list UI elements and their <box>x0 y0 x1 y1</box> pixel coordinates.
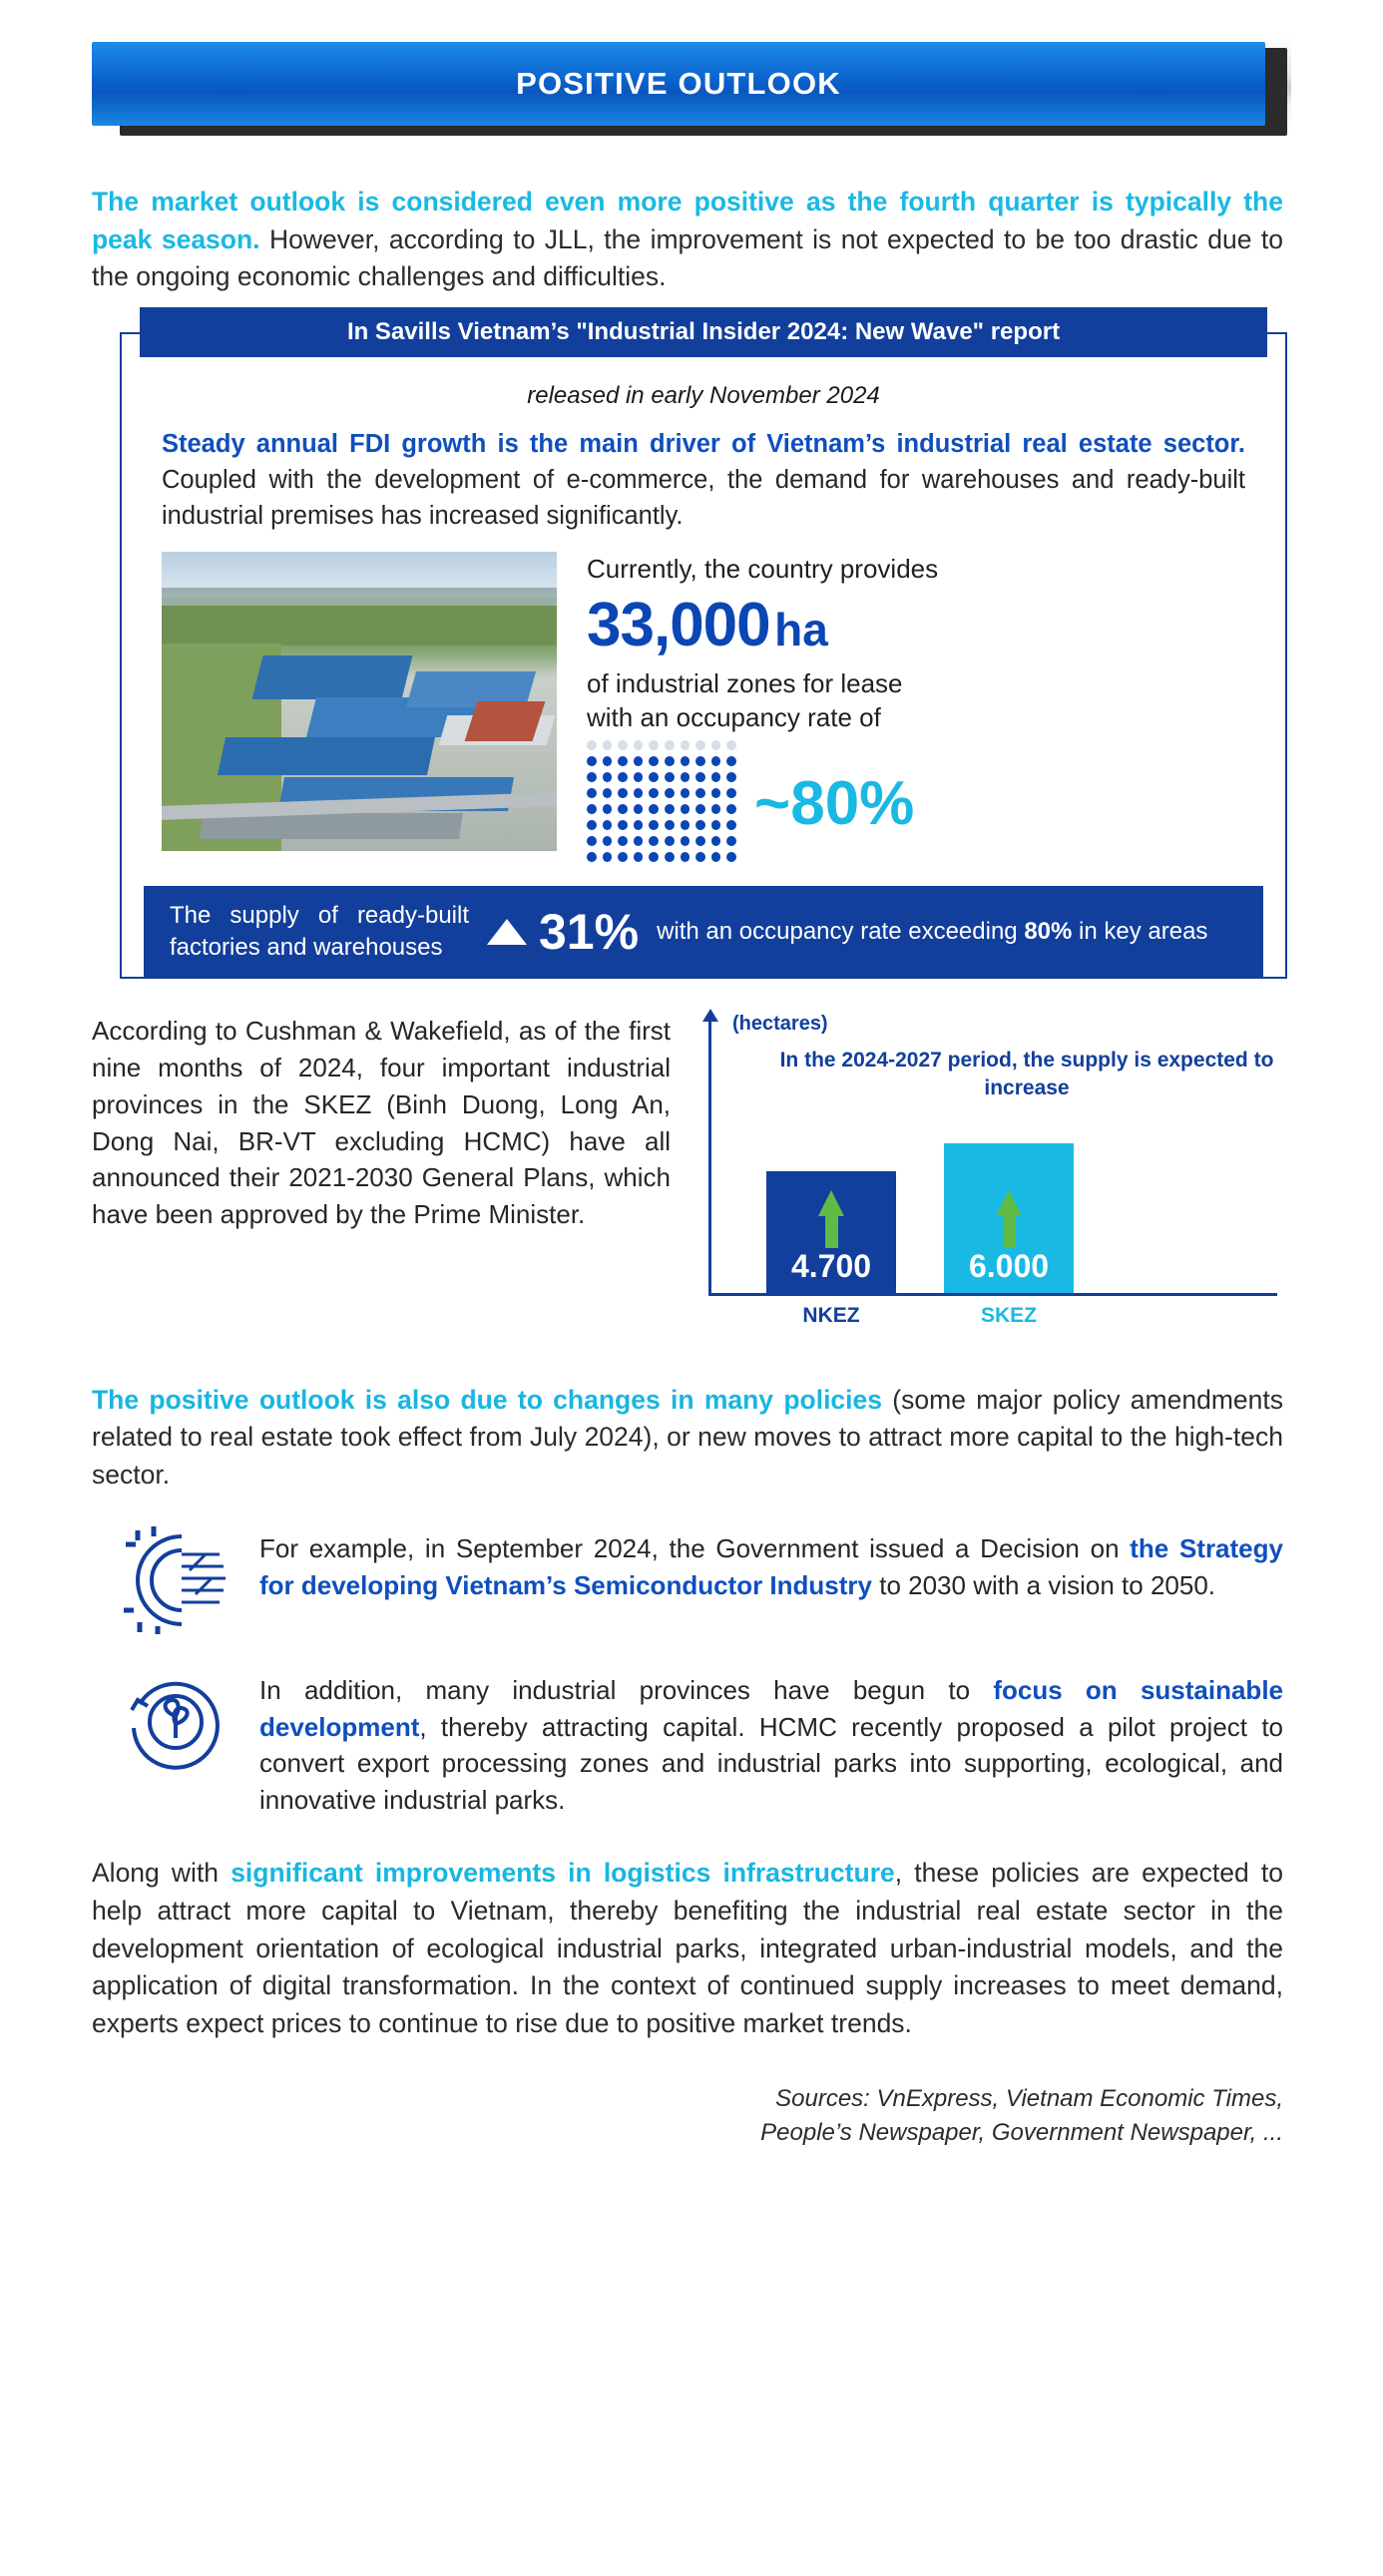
savills-paragraph <box>162 426 1245 535</box>
stat-number: 33,000 <box>587 590 770 659</box>
cushman-chart-section <box>92 1013 1287 1342</box>
up-arrow-icon-skez <box>996 1190 1022 1216</box>
footer-right-part2: in key areas <box>1072 918 1208 946</box>
closing-pre: Along with <box>92 1858 231 1889</box>
sustainability-text-bold: focus on sustainable development <box>259 1674 1284 1742</box>
closing-highlight: significant improvements in logistics infrastructure <box>230 1858 895 1889</box>
chart-title: In the 2024-2027 period, the supply is expected to increase <box>779 1048 1274 1100</box>
sources-note <box>92 2082 1283 2149</box>
supply-forecast-bar-chart <box>696 1013 1287 1342</box>
infographic-page <box>0 22 1383 2576</box>
chart-y-axis-label: (hectares) <box>732 1012 828 1035</box>
sustainability-text-pre: In addition, many industrial provinces have begun to <box>259 1674 994 1705</box>
footer-right-text <box>657 916 1237 947</box>
policy-paragraph <box>92 1382 1283 1495</box>
savills-box-header: In Savills Vietnam’s "Industrial Insider 2024: New Wave" report <box>140 307 1267 357</box>
savills-supply-footer <box>144 886 1263 976</box>
closing-post: , these policies are expected to help attract more capital to Vietnam, thereby benefiting the industrial real estate sector in the development orientation of ecological industrial parks, integrated urban-industrial models, and the application of digital transformation. In the context of continued supply increases to meet demand, experts expect prices to continue to rise due to positive market trends. <box>92 1858 1283 2038</box>
up-arrow-stem-skez <box>1003 1214 1016 1248</box>
semiconductor-text-post: to 2030 with a vision to 2050. <box>872 1569 1216 1600</box>
footer-growth-value: 31% <box>539 903 640 960</box>
up-triangle-icon <box>487 919 527 945</box>
policy-rest: (some major policy amendments related to real estate took effect from July 2024), or new moves to attract more capital to the high-tech sector. <box>92 1384 1283 1491</box>
policy-lead: The positive outlook is also due to changes in many policies <box>92 1384 883 1415</box>
chart-y-axis <box>708 1019 711 1296</box>
up-arrow-stem-nkez <box>825 1214 838 1248</box>
intro-paragraph <box>92 184 1283 296</box>
savills-statistics <box>581 552 1245 868</box>
semiconductor-text-bold: the Strategy for developing Vietnam’s Semiconductor Industry <box>259 1532 1283 1600</box>
semiconductor-row <box>120 1524 1283 1636</box>
footer-right-bold: 80% <box>1024 918 1073 946</box>
bar-value-skez: 6.000 <box>968 1247 1050 1284</box>
semiconductor-text-pre: For example, in September 2024, the Government issued a Decision on <box>259 1532 1131 1563</box>
stat-line-2: with an occupancy rate of <box>587 702 881 733</box>
industrial-zone-area-stat <box>587 590 1245 659</box>
dot-matrix-graphic <box>587 740 736 868</box>
savills-paragraph-bold: Steady annual FDI growth is the main driver of Vietnam’s industrial real estate sector. <box>162 429 1245 458</box>
sustainability-text-post: , thereby attracting capital. HCMC recently proposed a pilot project to convert export processing zones and industrial parks into supporting, ecological, and innovative industrial parks. <box>259 1711 1283 1816</box>
savills-release-date: released in early November 2024 <box>527 381 880 409</box>
sustainability-row <box>120 1666 1283 1820</box>
stat-intro-text: Currently, the country provides <box>587 554 939 585</box>
savills-report-box <box>120 317 1287 979</box>
bar-label-skez: SKEZ <box>980 1303 1037 1327</box>
bar-value-nkez: 4.700 <box>790 1247 872 1284</box>
semiconductor-chip-gear-icon <box>120 1524 231 1636</box>
bar-nkez <box>766 1171 896 1293</box>
closing-paragraph <box>92 1855 1283 2042</box>
sources-line-2: People’s Newspaper, Government Newspaper, ... <box>760 2119 1283 2147</box>
stat-unit: ha <box>774 603 828 655</box>
header-banner <box>92 22 1283 150</box>
sustainability-text <box>259 1666 1283 1820</box>
footer-right-part1: with an occupancy rate exceeding <box>657 918 1025 946</box>
page-title: POSITIVE OUTLOOK <box>516 66 841 101</box>
chart-x-axis <box>708 1293 1277 1296</box>
intro-rest: However, according to JLL, the improvement is not expected to be too drastic due to the ongoing economic challenges and difficulties. <box>92 223 1283 292</box>
semiconductor-text <box>259 1524 1283 1604</box>
bar-label-nkez: NKEZ <box>802 1303 860 1327</box>
stat-line-1: of industrial zones for lease <box>587 667 903 698</box>
aerial-industrial-park-image <box>162 552 557 851</box>
footer-left-text: The supply of ready-built factories and warehouses <box>170 902 469 961</box>
intro-lead: The market outlook is considered even more positive as the fourth quarter is typically the peak season. <box>92 187 1283 254</box>
sustainability-leaf-cycle-icon <box>120 1666 231 1778</box>
occupancy-rate-value: ~80% <box>754 769 915 839</box>
savills-paragraph-rest: Coupled with the development of e-commerce, the demand for warehouses and ready-built industrial premises has increased significantly. <box>162 466 1245 531</box>
up-arrow-icon-nkez <box>818 1190 844 1216</box>
savills-photo-stat-row <box>162 552 1245 868</box>
bar-skez <box>944 1143 1074 1293</box>
occupancy-rate-row <box>587 740 1245 868</box>
sources-line-1: Sources: VnExpress, Vietnam Economic Times, <box>775 2085 1283 2113</box>
cushman-paragraph: According to Cushman & Wakefield, as of the first nine months of 2024, four important industrial provinces in the SKEZ (Binh Duong, Long An, Dong Nai, BR-VT excluding HCMC) have all announced their 2021-2030 General Plans, which have been approved by the Prime Minister. <box>92 1015 671 1230</box>
banner-blue-bar <box>92 42 1265 126</box>
footer-growth-indicator <box>487 903 639 961</box>
